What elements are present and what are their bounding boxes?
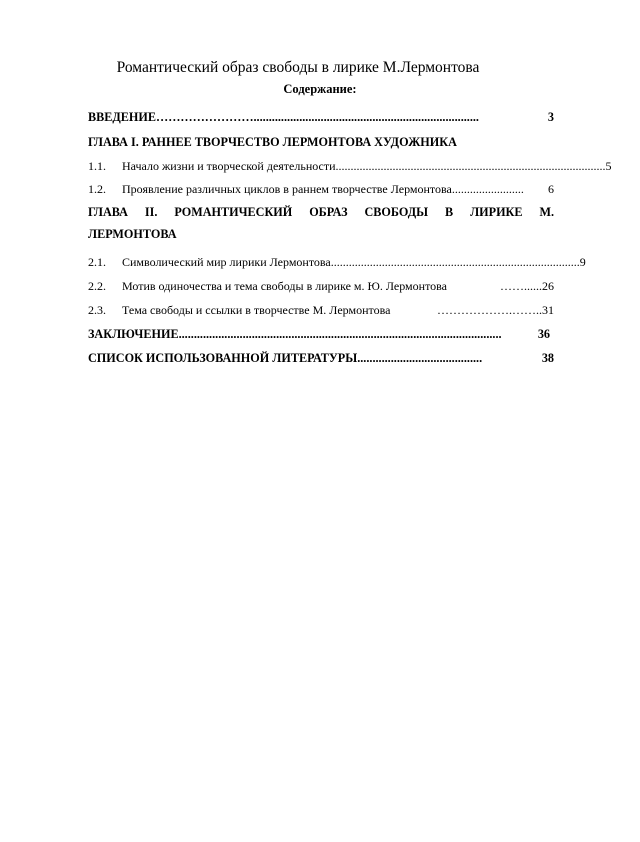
toc-entry-text: СПИСОК ИСПОЛЬЗОВАННОЙ ЛИТЕРАТУРЫ: [88, 351, 358, 365]
toc-leader: ........................: [451, 182, 524, 196]
toc-section-number: 2.2.: [88, 279, 106, 293]
toc-section-number: 2.1.: [88, 255, 106, 269]
toc-leader: ..........................................................................................................: [178, 327, 502, 341]
toc-entry-2-3[interactable]: [88, 301, 554, 319]
toc-entry-text: ГЛАВА I. РАННЕЕ ТВОРЧЕСТВО ЛЕРМОНТОВА ХУДОЖНИКА: [88, 135, 457, 149]
toc-entry-text: Тема свободы и ссылки в творчестве М. Лермонтова: [122, 303, 391, 317]
toc-page-number: 31: [542, 303, 554, 317]
toc-leader: ..........................................................................................: [335, 159, 606, 173]
toc-page-number: 26: [542, 279, 554, 293]
toc-page-number: 3: [547, 110, 554, 124]
toc-entry-intro[interactable]: [88, 108, 554, 126]
toc-page-number: 5: [605, 159, 612, 173]
toc-entry-1-1[interactable]: [88, 157, 612, 175]
toc-entry-text: Начало жизни и творческой деятельности: [122, 159, 336, 173]
toc-entry-2-1[interactable]: [88, 253, 586, 271]
toc-heading: Содержание:: [283, 82, 357, 96]
toc-entry-chapter-2[interactable]: [88, 201, 554, 245]
toc-section-number: 1.1.: [88, 159, 106, 173]
toc-page-number: 6: [548, 182, 554, 196]
toc-entry-text-line-2: ЛЕРМОНТОВА: [88, 227, 177, 241]
toc-leader: ……………….……..: [437, 303, 542, 317]
toc-entry-text: Мотив одиночества и тема свободы в лирике м. Ю. Лермонтова: [122, 279, 447, 293]
toc-leader: ……......: [500, 279, 542, 293]
toc-section-number: 2.3.: [88, 303, 106, 317]
toc-entry-conclusion[interactable]: [88, 325, 554, 343]
toc-entry-chapter-1[interactable]: [88, 133, 554, 151]
toc-entry-1-2[interactable]: [88, 180, 554, 198]
toc-page-number: 36: [537, 327, 550, 341]
toc-section-number: 1.2.: [88, 182, 106, 196]
toc-leader: .........................................: [357, 351, 483, 365]
toc-leader: ……………………..........................................................................: [156, 110, 479, 124]
toc-entry-references[interactable]: [88, 349, 554, 367]
toc-leader: ...................................................................................: [330, 255, 580, 269]
toc-entry-text: Проявление различных циклов в раннем творчестве Лермонтова: [122, 182, 452, 196]
document-title: Романтический образ свободы в лирике М.Лермонтова: [116, 59, 480, 76]
toc-entry-text-line-1: ГЛАВА II. РОМАНТИЧЕСКИЙ ОБРАЗ СВОБОДЫ В ЛИРИКЕ М.: [88, 205, 554, 219]
toc-page-number: 38: [541, 351, 554, 365]
toc-entry-text: Символический мир лирики Лермонтова: [122, 255, 331, 269]
toc-entry-text: ЗАКЛЮЧЕНИЕ: [88, 327, 179, 341]
toc-page-number: 9: [579, 255, 586, 269]
toc-entry-text: ВВЕДЕНИЕ: [88, 110, 156, 124]
toc-entry-2-2[interactable]: [88, 277, 554, 295]
